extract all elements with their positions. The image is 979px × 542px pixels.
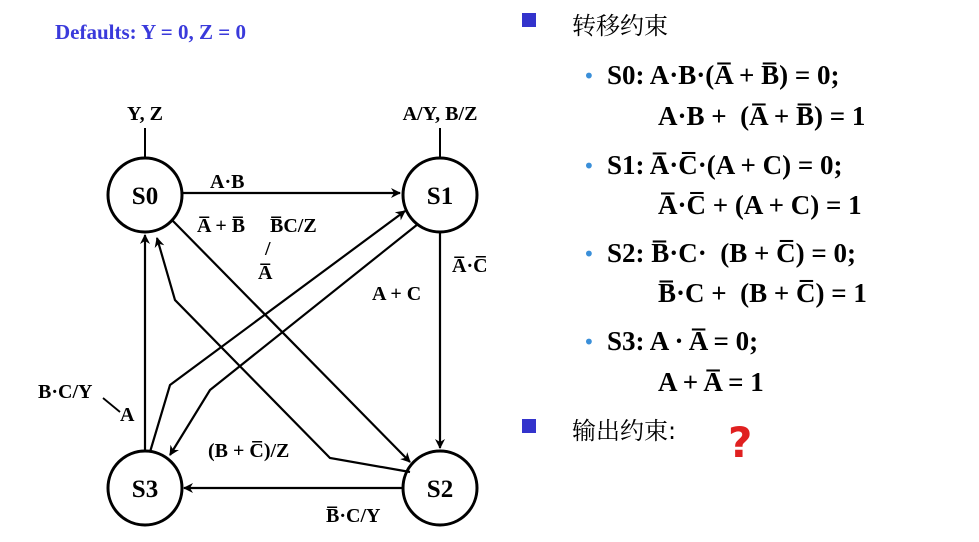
label-b-plus-cbar-z: (B + C̅)/Z: [208, 440, 290, 462]
label-ab: A·B: [210, 171, 245, 193]
s3-output-tick: [103, 398, 120, 412]
label-bbar-c-z: B̅C/Z: [270, 215, 317, 237]
constraint-s2-line1: S2: B̅·C· (B + C̅) = 0;: [607, 238, 857, 268]
state-s3-label: S3: [131, 476, 159, 503]
constraint-s3-line2: A + A̅ = 1: [658, 367, 764, 397]
defaults-label: Defaults: Y = 0, Z = 0: [55, 20, 246, 44]
bullet-dot-s2: •: [583, 242, 595, 266]
section-title-output: 输出约束:: [572, 417, 677, 445]
bullet-dot-s1: •: [583, 154, 595, 178]
bullet-dot-s3: •: [583, 330, 595, 354]
label-bc-y: B·C/Y: [38, 381, 93, 403]
label-abar-cbar: A̅·C̅: [452, 255, 488, 277]
question-mark: ?: [728, 418, 753, 467]
edge-s0-s2: [172, 220, 410, 462]
state-s2-label: S2: [426, 476, 454, 503]
constraint-s0-line1: S0: A·B·(A̅ + B̅) = 0;: [607, 60, 840, 90]
edge-s2-s0: [157, 238, 410, 472]
label-a: A: [120, 404, 135, 426]
label-a-plus-c: A + C: [372, 283, 422, 305]
constraint-s1-line1: S1: A̅·C̅·(A + C) = 0;: [607, 150, 843, 180]
label-bbar-c-y: B̅·C/Y: [326, 505, 381, 527]
section-title-transition: 转移约束: [572, 12, 668, 40]
constraint-s0-line2: A·B + (A̅ + B̅) = 1: [658, 101, 866, 131]
s0-output-label: Y, Z: [127, 103, 163, 125]
constraint-s3-line1: S3: A · A̅ = 0;: [607, 326, 759, 356]
s1-output-label: A/Y, B/Z: [402, 103, 478, 125]
state-s0-label: S0: [131, 183, 159, 210]
section-bullet-square: [522, 419, 536, 433]
constraint-s1-line2: A̅·C̅ + (A + C) = 1: [658, 190, 862, 220]
section-bullet-square: [522, 13, 536, 27]
bullet-dot-s0: •: [583, 64, 595, 88]
label-slash: /: [265, 238, 271, 260]
state-s1-label: S1: [426, 183, 454, 210]
label-abar-plus-bbar: A̅ + B̅: [197, 215, 246, 237]
edge-s3-s1: [150, 211, 405, 452]
constraint-s2-line2: B̅·C + (B + C̅) = 1: [658, 278, 867, 308]
label-abar: A̅: [258, 262, 273, 284]
